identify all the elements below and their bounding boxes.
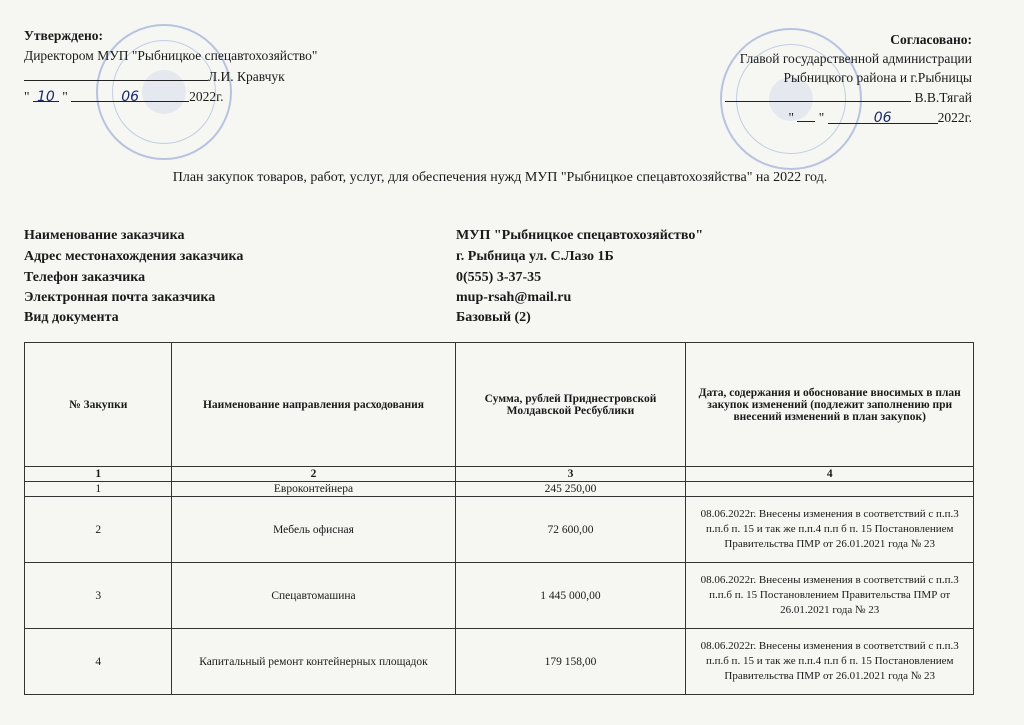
approval-signature-line [24, 66, 317, 87]
row-name: Мебель офисная [172, 497, 455, 563]
table-row [25, 482, 974, 497]
row-number: 4 [25, 629, 172, 695]
customer-value: МУП "Рыбницкое спецавтохозяйство" [456, 228, 704, 243]
agreement-date [725, 107, 972, 127]
customer-row [24, 290, 724, 310]
header-cell: № Закупки [25, 343, 172, 467]
approval-signatory: Л.И. Кравчук [208, 69, 285, 84]
agreement-heading: Согласовано: [890, 32, 972, 47]
agreement-block [725, 30, 972, 127]
customer-label: Адрес местонахождения заказчика [24, 249, 244, 264]
agreement-year: 2022г. [937, 110, 972, 125]
approval-position: Директором МУП "Рыбницкое спецавтохозяйство" [24, 48, 318, 63]
row-name: Евроконтейнера [172, 482, 455, 497]
row-name: Капитальный ремонт контейнерных площадок [172, 629, 455, 695]
date-quote: " [62, 89, 68, 104]
row-note: 08.06.2022г. Внесены изменения в соответствий с п.п.3 п.п.б п. 15 и так же п.п.4 п.п б п. 15 Постановлением Правительства ПМР от 26.01.2021 года № 23 [686, 497, 974, 563]
row-note [686, 482, 974, 497]
approval-month: 06 [71, 87, 189, 102]
column-number: 3 [455, 467, 686, 482]
agreement-day [797, 107, 815, 122]
customer-row [24, 228, 724, 248]
table-row [25, 497, 974, 563]
row-name: Спецавтомашина [172, 563, 455, 629]
customer-label: Электронная почта заказчика [24, 290, 216, 305]
row-note: 08.06.2022г. Внесены изменения в соответствий с п.п.3 п.п.б п. 15 Постановлением Правительства ПМР от 26.01.2021 года № 23 [686, 563, 974, 629]
approval-heading: Утверждено: [24, 28, 103, 43]
header-cell: Дата, содержания и обоснование вносимых в план закупок изменений (подлежит заполнению при внесений изменений в план закупок) [686, 343, 974, 467]
column-number: 4 [686, 467, 974, 482]
plan-title: План закупок товаров, работ, услуг, для обеспечения нужд МУП "Рыбницкое спецавтохозяйства" на 2022 год. [172, 170, 828, 185]
customer-row [24, 270, 724, 290]
customer-value: Базовый (2) [456, 310, 531, 325]
row-number: 1 [25, 482, 172, 497]
date-quote: " [788, 110, 794, 125]
customer-label: Вид документа [24, 310, 119, 325]
customer-value: 0(555) 3-37-35 [456, 270, 542, 285]
approval-year: 2022г. [189, 89, 224, 104]
table-row [25, 629, 974, 695]
agreement-signatory: В.В.Тягай [914, 90, 972, 105]
row-sum: 1 445 000,00 [455, 563, 686, 629]
agreement-position-line2: Рыбницкого района и г.Рыбницы [783, 70, 972, 85]
agreement-month: 06 [828, 109, 938, 124]
customer-label: Телефон заказчика [24, 270, 146, 285]
signature-underline [725, 87, 911, 102]
date-quote: " [24, 89, 30, 104]
approval-date [24, 87, 317, 107]
row-sum: 245 250,00 [455, 482, 686, 497]
customer-value: г. Рыбница ул. С.Лазо 1Б [456, 249, 614, 264]
agreement-position-line1: Главой государственной администрации [739, 51, 972, 66]
customer-value: mup-rsah@mail.ru [456, 290, 572, 305]
procurement-table [24, 342, 974, 695]
row-sum: 72 600,00 [455, 497, 686, 563]
table-header-row [25, 343, 974, 467]
header-cell: Сумма, рублей Приднестровской Молдавской Ресбублики [455, 343, 686, 467]
table-row [25, 563, 974, 629]
column-number: 2 [172, 467, 455, 482]
column-number: 1 [25, 467, 172, 482]
approval-block [24, 26, 317, 107]
row-sum: 179 158,00 [455, 629, 686, 695]
date-quote: " [818, 110, 825, 125]
row-number: 3 [25, 563, 172, 629]
column-number-row [25, 467, 974, 482]
customer-label: Наименование заказчика [24, 228, 185, 243]
signature-underline [24, 66, 208, 81]
customer-row [24, 310, 724, 330]
row-number: 2 [25, 497, 172, 563]
customer-row [24, 249, 724, 269]
header-cell: Наименование направления расходования [172, 343, 455, 467]
agreement-signature-line [725, 87, 972, 107]
row-note: 08.06.2022г. Внесены изменения в соответствий с п.п.3 п.п.б п. 15 и так же п.п.4 п.п б п. 15 Постановлением Правительства ПМР от 26.01.2021 года № 23 [686, 629, 974, 695]
approval-day: 10 [33, 87, 59, 102]
